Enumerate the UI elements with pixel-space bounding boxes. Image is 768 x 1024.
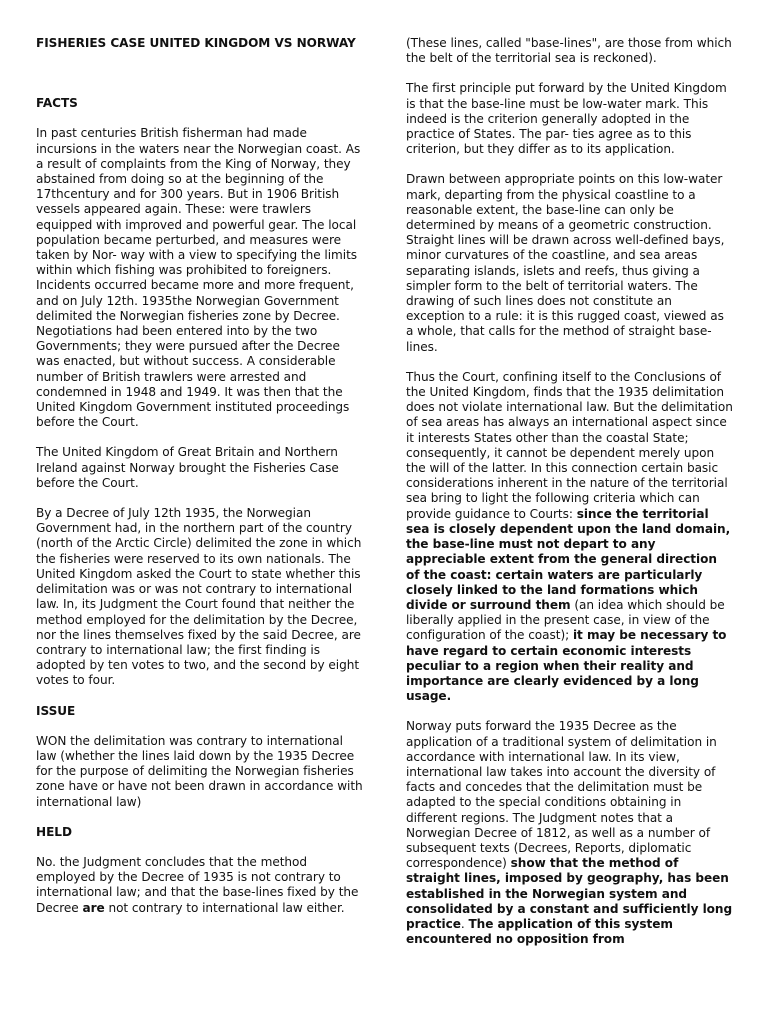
- norway-decree-paragraph: [406, 719, 733, 947]
- facts-heading: FACTS: [36, 96, 78, 111]
- norway-emphasis-1: show that the method of straight lines, imposed by geography, has been established in the Norwegian system and consolidated by a constant and sufficiently long practice: [406, 856, 733, 931]
- held-heading: HELD: [36, 824, 72, 839]
- court-criteria-paragraph: [406, 370, 733, 704]
- facts-paragraph-1: In past centuries British fisherman had made incursions in the waters near the Norwegian coast. As a result of complaints from the King of Norway, they abstained from doing so at the beginning of the 17thcentury and for 300 years. But in 1906 British vessels appeared again. These: were trawlers equipped with improved and powerful gear. The local population became perturbed, and measures were taken by Nor- way with a view to specifying the limits within which fishing was prohibited to foreigners. Incidents occurred became more and more frequent, and on July 12th. 1935the Norwegian Government delimited the Norwegian fisheries zone by Decree. Negotiations had been entered into by the two Governments; they were pursued after the Decree was enacted, but without success. A considerable number of British trawlers were arrested and condemned in 1948 and 1949. It was then that the United Kingdom Government instituted proceedings before the Court.: [36, 126, 361, 430]
- held-emphasis: are: [82, 900, 105, 915]
- held-paragraph: [36, 855, 366, 916]
- criteria-text-1: Thus the Court, confining itself to the Conclusions of the United Kingdom, finds that the 1935 delimitation does not violate international law. But the delimitation of sea areas has always an international aspect since it interests States other than the coastal State; consequently, it cannot be dependent merely upon the will of the latter. In this connection certain basic considerations inherent in the nature of the territorial sea bring to light the following criteria which can provide guidance to Courts:: [406, 369, 733, 521]
- norway-text-1: Norway puts forward the 1935 Decree as the application of a traditional system of delimitation in accordance with international law. In its view, international law takes into account the diversity of facts and concedes that the delimitation must be adapted to the special conditions obtaining in different regions. The Judgment notes that a Norwegian Decree of 1812, as well as a number of subsequent texts (Decrees, Reports, diplomatic correspondence): [406, 719, 717, 871]
- right-column: [406, 36, 733, 962]
- straight-lines-paragraph: Drawn between appropriate points on this low-water mark, departing from the physical coastline to a reasonable extent, the base-line can only be determined by means of a geometric construction. Straight lines will be drawn across well-defined bays, minor curvatures of the coastline, and sea areas separating islands, islets and reefs, thus giving a simpler form to the belt of territorial waters. The drawing of such lines does not constitute an exception to a rule: it is this rugged coast, viewed as a whole, that calls for the method of straight base-lines.: [406, 172, 725, 354]
- held-text-1: No. the Judgment concludes that the method employed by the Decree of 1935 is not contrary to international law; and that the base-lines fixed by the Decree: [36, 854, 359, 915]
- facts-paragraph-2: The United Kingdom of Great Britain and Northern Ireland against Norway brought the Fisheries Case before the Court.: [36, 445, 339, 490]
- norway-text-2: .: [460, 916, 469, 931]
- left-column: [36, 36, 366, 931]
- issue-heading: ISSUE: [36, 703, 76, 718]
- baselines-note: (These lines, called "base-lines", are those from which the belt of the territorial sea is reckoned).: [406, 36, 732, 66]
- criteria-emphasis-2: it may be necessary to have regard to certain economic interests peculiar to a region when their reality and importance are clearly evidenced by a long usage.: [406, 628, 727, 704]
- first-principle-paragraph: The first principle put forward by the United Kingdom is that the base-line must be low-water mark. This indeed is the criterion generally adopted in the practice of States. The par- ties agree as to this criterion, but they differ as to its application.: [406, 81, 727, 157]
- held-text-2: not contrary to international law either.: [104, 900, 345, 915]
- facts-paragraph-3: By a Decree of July 12th 1935, the Norwegian Government had, in the northern part of the country (north of the Arctic Circle) delimited the zone in which the fisheries were reserved to its own nationals. The United Kingdom asked the Court to state whether this delimitation was or was not contrary to international law. In, its Judgment the Court found that neither the method employed for the delimitation by the Decree, nor the lines themselves fixed by the said Decree, are contrary to international law; the first finding is adopted by ten votes to two, and the second by eight votes to four.: [36, 506, 362, 688]
- norway-emphasis-2: The application of this system encountered no opposition from: [406, 916, 673, 947]
- document-title: FISHERIES CASE UNITED KINGDOM VS NORWAY: [36, 36, 356, 50]
- issue-paragraph: WON the delimitation was contrary to international law (whether the lines laid down by the 1935 Decree for the purpose of delimiting the Norwegian fisheries zone have or have not been drawn in accordance with international law): [36, 733, 363, 809]
- criteria-emphasis-1: since the territorial sea is closely dependent upon the land domain, the base-line must not depart to any appreciable extent from the general direction of the coast: certain waters are particularly closely linked to the land formations which divide or surround them: [406, 506, 731, 612]
- criteria-text-2: (an idea which should be liberally applied in the present case, in view of the configuration of the coast);: [406, 597, 725, 643]
